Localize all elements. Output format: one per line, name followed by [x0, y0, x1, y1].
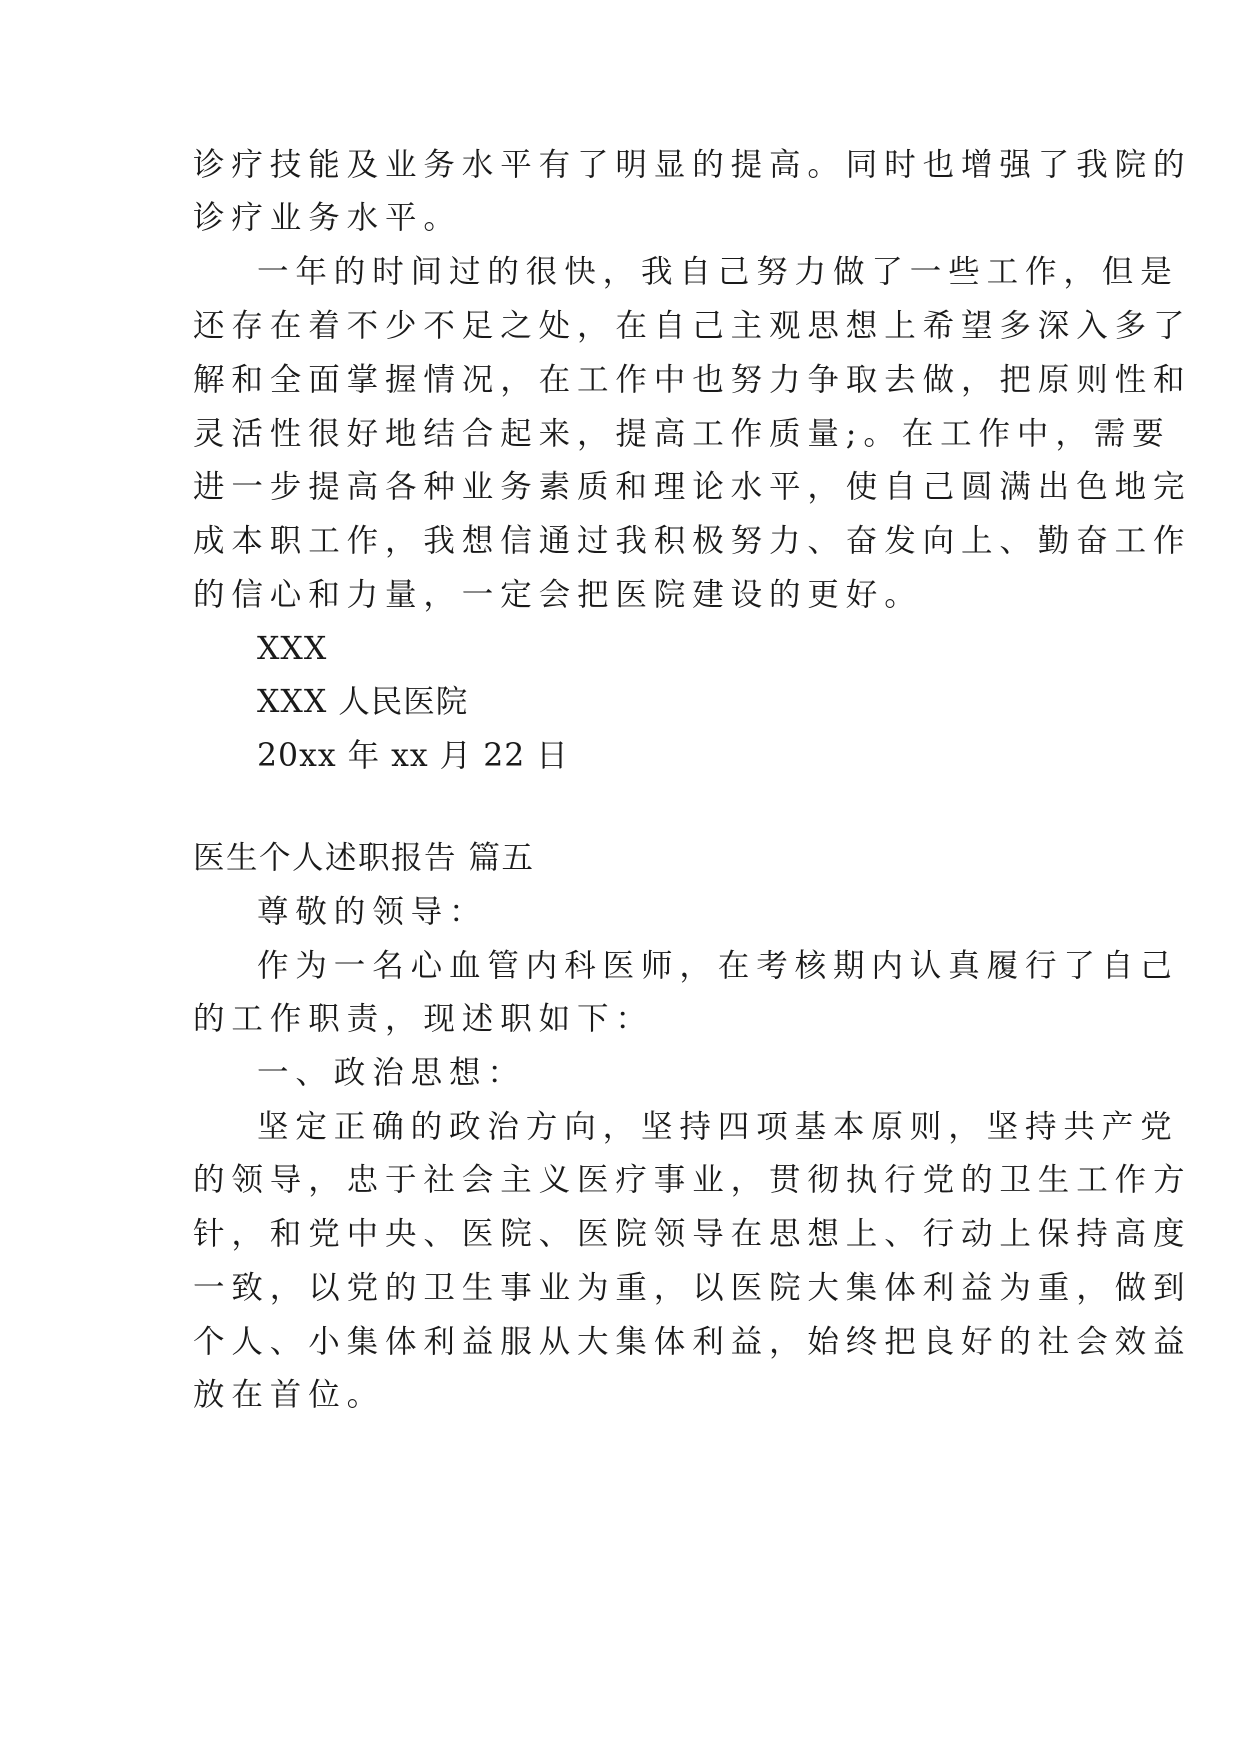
body-text-line: 灵活性很好地结合起来，提高工作质量;。在工作中，需要 [193, 416, 1171, 452]
body-text-line: 解和全面掌握情况，在工作中也努力争取去做，把原则性和 [193, 362, 1192, 398]
signature-date: 20xx 年 xx 月 22 日 [257, 738, 569, 774]
body-text-line: 成本职工作，我想信通过我积极努力、奋发向上、勤奋工作 [193, 523, 1192, 559]
body-text-line: 的信心和力量，一定会把医院建设的更好。 [193, 577, 923, 613]
body-text-line: 还存在着不少不足之处，在自己主观思想上希望多深入多了 [193, 308, 1192, 344]
body-text-line: 坚定正确的政治方向，坚持四项基本原则，坚持共产党 [257, 1109, 1179, 1145]
body-text-line: 针，和党中央、医院、医院领导在思想上、行动上保持高度 [193, 1216, 1192, 1252]
body-text-line: 一年的时间过的很快，我自己努力做了一些工作，但是 [257, 254, 1179, 290]
body-text-line: 的领导，忠于社会主义医疗事业，贯彻执行党的卫生工作方 [193, 1162, 1192, 1198]
body-text-line: 进一步提高各种业务素质和理论水平，使自己圆满出色地完 [193, 469, 1192, 505]
body-text-line: 诊疗技能及业务水平有了明显的提高。同时也增强了我院的 [193, 147, 1192, 183]
body-text-line: 的工作职责，现述职如下： [193, 1001, 654, 1037]
body-text-line: 作为一名心血管内科医师，在考核期内认真履行了自己 [257, 948, 1179, 984]
salutation: 尊敬的领导： [257, 894, 488, 930]
subheading: 一、政治思想： [257, 1055, 526, 1091]
body-text-line: 诊疗业务水平。 [193, 200, 462, 236]
body-text-line: 个人、小集体利益服从大集体利益，始终把良好的社会效益 [193, 1324, 1192, 1360]
section-title: 医生个人述职报告 篇五 [193, 840, 535, 876]
signature-hospital: XXX 人民医院 [257, 684, 469, 720]
signature-name: XXX [257, 631, 328, 667]
body-text-line: 一致，以党的卫生事业为重，以医院大集体利益为重，做到 [193, 1270, 1192, 1306]
body-text-line: 放在首位。 [193, 1377, 386, 1413]
